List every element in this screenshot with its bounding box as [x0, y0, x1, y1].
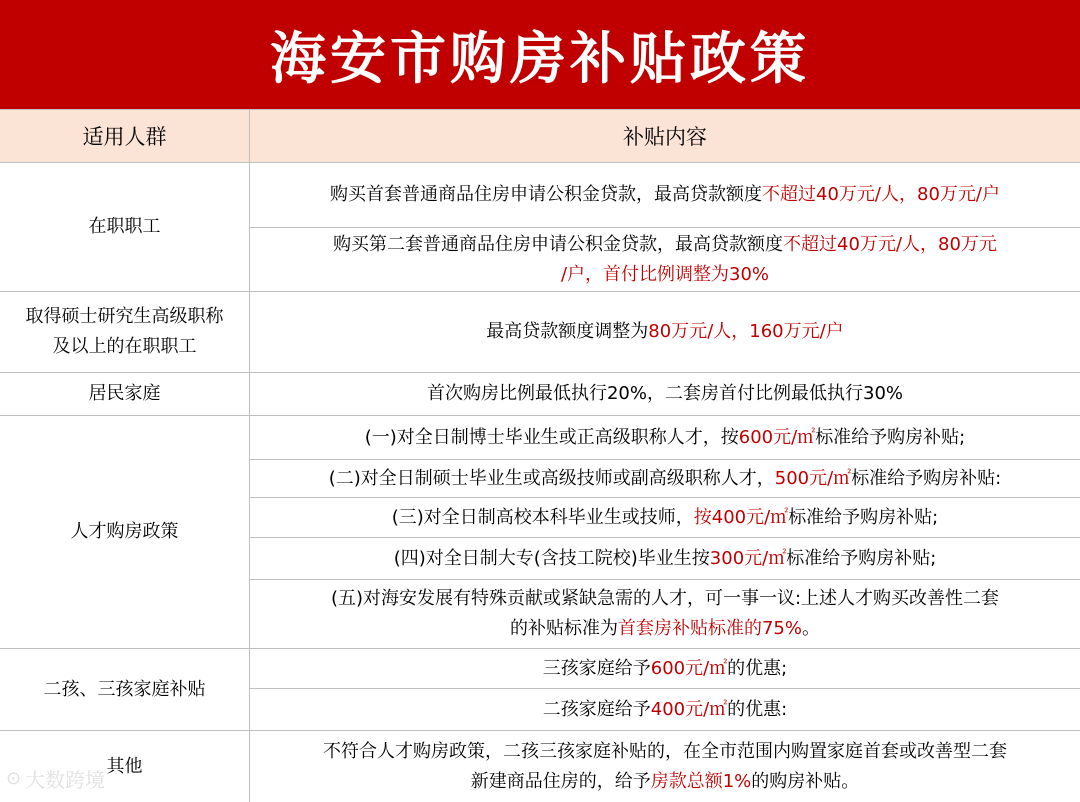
group-residents [0, 373, 249, 416]
row-highlight: 400元/㎡ [650, 698, 728, 720]
content-row [250, 689, 1080, 731]
row-text: (二)对全日制硕士毕业生或高级技师或副高级职称人才， [328, 467, 775, 489]
row-text: 不符合人才购房政策，二孩三孩家庭补贴的，在全市范围内购置家庭首套或改善型二套 [323, 740, 1007, 762]
content-row [250, 292, 1080, 373]
group-label: 人才购房政策 [70, 521, 179, 542]
row-highlight: 首套房补贴标准的75% [617, 618, 802, 639]
content-row [250, 649, 1080, 689]
title-banner [0, 0, 1080, 109]
row-text: 的补贴标准为 [509, 618, 618, 639]
group-label: 其他 [106, 755, 143, 777]
row-highlight: 房款总额1% [650, 770, 752, 792]
row-text: (四)对全日制大专(含技工院校)毕业生按 [393, 547, 710, 569]
group-talent [0, 416, 249, 649]
row-highlight: /户，首付比例调整为30% [560, 263, 770, 285]
row-highlight: 600元/㎡ [650, 657, 728, 679]
row-highlight: 600元/㎡ [738, 426, 816, 448]
row-text: 标准给予购房补贴; [786, 547, 937, 569]
row-highlight: 300元/㎡ [709, 547, 787, 569]
row-text: 新建商品住房的，给予 [470, 770, 651, 792]
row-text: 购买第二套普通商品住房申请公积金贷款，最高贷款额度 [333, 233, 784, 255]
group-employees [0, 163, 249, 292]
row-highlight: 不超过40万元/人，80万元/户 [762, 184, 1000, 205]
row-text: 三孩家庭给予 [542, 657, 651, 679]
content-row [250, 498, 1080, 538]
watermark [6, 764, 105, 793]
row-text: 标准给予购房补贴; [815, 426, 966, 448]
row-text: (五)对海安发展有特殊贡献或紧缺急需的人才，可一事一议:上述人才购买改善性二套 [330, 588, 1000, 609]
row-text: 最高贷款额度调整为 [486, 321, 649, 342]
row-highlight: 80万元/人，160万元/户 [648, 321, 844, 342]
row-text: 的优惠: [727, 698, 788, 720]
row-text: 购买首套普通商品住房申请公积金贷款，最高贷款额度 [330, 184, 763, 205]
content-row [250, 373, 1080, 416]
group-label-line1: 取得硕士研究生高级职称 [25, 306, 224, 327]
content-row [250, 416, 1080, 460]
header-content: 补贴内容 [250, 109, 1080, 163]
content-row [250, 731, 1080, 802]
row-text: 的优惠; [727, 657, 788, 679]
row-highlight: 按400元/㎡ [693, 506, 789, 528]
group-masters [0, 292, 249, 373]
row-text: 的购房补贴。 [751, 770, 860, 792]
row-text: 二孩家庭给予 [542, 698, 651, 720]
content-row [250, 163, 1080, 228]
row-text: 。 [802, 618, 820, 639]
row-text: 标准给予购房补贴: [851, 467, 1002, 489]
row-text: (三)对全日制高校本科毕业生或技师， [391, 506, 694, 528]
row-highlight: 500元/㎡ [774, 467, 852, 489]
row-text: (一)对全日制博士毕业生或正高级职称人才，按 [364, 426, 739, 448]
watermark-logo-icon: ⊙ [6, 768, 22, 789]
row-highlight: 不超过40万元/人，80万元 [783, 233, 997, 255]
row-text: 标准给予购房补贴; [788, 506, 939, 528]
header-group: 适用人群 [0, 109, 249, 163]
group-label: 在职职工 [88, 216, 161, 237]
row-text: 首次购房比例最低执行20%，二套房首付比例最低执行30% [426, 383, 903, 404]
group-label: 二孩、三孩家庭补贴 [43, 678, 206, 700]
content-row [250, 538, 1080, 580]
content-row [250, 228, 1080, 292]
page-title: 海安市购房补贴政策 [270, 26, 810, 92]
column-divider [249, 109, 250, 802]
watermark-text: 大数跨境 [25, 768, 106, 792]
group-label: 居民家庭 [88, 383, 161, 404]
group-label-line2: 及以上的在职职工 [52, 336, 197, 357]
content-row [250, 580, 1080, 649]
content-row [250, 460, 1080, 498]
group-children [0, 649, 249, 731]
